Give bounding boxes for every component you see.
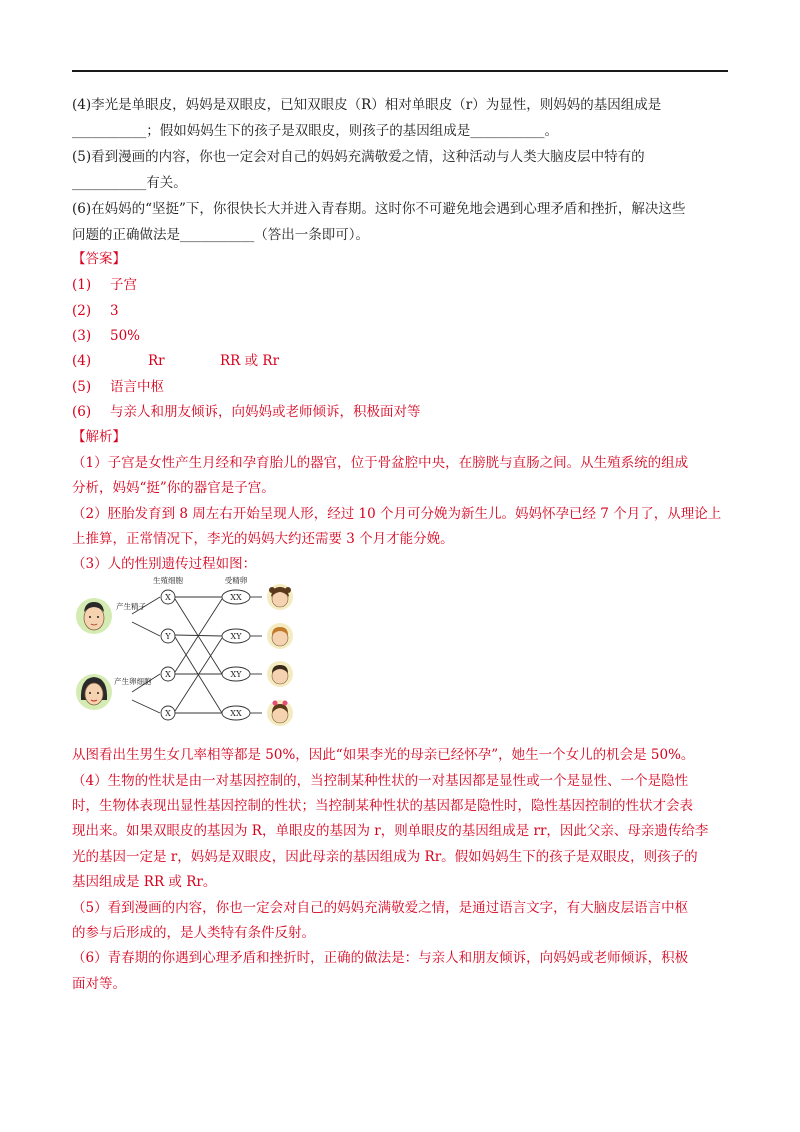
answer-text: Rr [148,353,165,369]
germ-cells-label: 生殖细胞 [153,576,183,585]
sperm-label: 产生精子 [116,602,146,611]
zygote-label: XY [230,632,242,641]
mother-icon [76,674,112,710]
zygote-node [222,629,250,643]
girl-icon [267,700,293,726]
analysis-line: （2）胚胎发育到 8 周左右开始呈现人形，经过 10 个月可分娩为新生儿。妈妈怀孕已经 7 个月了，从理论上 [72,506,722,522]
germ-cell-node [161,706,175,720]
zygote-label: XX [230,593,242,602]
boy-icon [267,661,293,687]
germ-cell-label: X [165,593,171,602]
question-line: ___________；假如妈妈生下的孩子是双眼皮，则孩子的基因组成是___________。 [72,123,558,139]
answer-item [72,327,140,345]
answer-text: 3 [110,303,119,319]
egg-label: 产生卵细胞 [114,677,152,686]
analysis-line: （5）看到漫画的内容，你也一定会对自己的妈妈充满敬爱之情，是通过语言文字，有大脑皮层语言中枢 [72,900,689,916]
answer-item [72,403,421,421]
header-rule [72,70,728,72]
question-line: (6)在妈妈的“坚挺”下，你很快长大并进入青春期。这时你不可避免地会遇到心理矛盾和挫折，解决这些 [72,201,686,217]
zygote-label: XX [230,709,242,718]
answer-number: (1) [72,277,92,293]
germ-cell-label: Y [165,632,171,641]
analysis-line: （6）青春期的你遇到心理矛盾和挫折时，正确的做法是：与亲人和朋友倾诉，向妈妈或老师倾诉，积极 [72,950,689,966]
analysis-line: 时，生物体表现出显性基因控制的性状；当控制某种性状的基因都是隐性时，隐性基因控制的性状才会表 [72,798,693,814]
analysis-line: （4）生物的性状是由一对基因控制的，当控制某种性状的一对基因都是显性或一个是显性、一个是隐性 [72,773,689,789]
answer-text: 子宫 [110,277,137,293]
analysis-line: （1）子宫是女性产生月经和孕育胎儿的器官，位于骨盆腔中央，在膀胱与直肠之间。从生殖系统的组成 [72,455,689,471]
analysis-line: 面对等。 [72,976,126,992]
sex-inheritance-diagram [72,574,308,732]
answer-number: (6) [72,404,92,420]
inheritance-arrows [132,597,262,713]
answer-number: (5) [72,379,92,395]
analysis-line: 分析，妈妈“挺”你的器官是子宫。 [72,480,275,496]
answer-item [72,302,119,320]
analysis-header: 【解析】 [72,429,126,445]
answer-number: (3) [72,328,92,344]
fertilized-egg-label: 受精卵 [224,576,248,585]
zygote-node [222,706,250,720]
analysis-line: （3）人的性别遗传过程如图： [72,556,257,572]
germ-cell-label: X [165,709,171,718]
question-line: (5)看到漫画的内容，你也一定会对自己的妈妈充满敬爱之情，这种活动与人类大脑皮层中特有的 [72,149,645,165]
question-line: 问题的正确做法是___________（答出一条即可）。 [72,227,369,243]
germ-cell-node [161,590,175,604]
germ-cell-node [161,667,175,681]
analysis-line: 的参与后形成的，是人类特有条件反射。 [72,925,315,941]
analysis-line: 从图看出生男生女几率相等都是 50%，因此“如果李光的母亲已经怀孕”，她生一个女儿的机会是 50%。 [72,747,695,763]
answer-item [72,276,137,294]
answer-number: (4) [72,353,92,369]
zygote-node [222,590,250,604]
girl-icon [267,584,293,610]
germ-cell-label: X [165,670,171,679]
boy-icon [267,623,293,649]
answer-text: 语言中枢 [110,379,164,395]
father-icon [76,598,112,634]
answer-text: 50% [110,328,141,344]
answer-item [72,378,164,396]
analysis-line: 现出来。如果双眼皮的基因为 R，单眼皮的基因为 r，则单眼皮的基因组成是 rr，因此父亲、母亲遗传给李 [72,823,709,839]
analysis-line: 光的基因一定是 r，妈妈是双眼皮，因此母亲的基因组成为 Rr。假如妈妈生下的孩子是双眼皮，则孩子的 [72,849,698,865]
answer-text: RR 或 Rr [220,353,280,369]
question-line: ___________有关。 [72,175,187,191]
analysis-line: 上推算，正常情况下，李光的妈妈大约还需要 3 个月才能分娩。 [72,531,454,547]
zygote-label: XY [230,670,242,679]
answer-item [72,352,279,370]
zygote-node [222,667,250,681]
analysis-line: 基因组成是 RR 或 Rr。 [72,874,217,890]
question-line: (4)李光是单眼皮，妈妈是双眼皮，已知双眼皮（R）相对单眼皮（r）为显性，则妈妈的基因组成是 [72,97,662,113]
answer-text: 与亲人和朋友倾诉，向妈妈或老师倾诉，积极面对等 [110,404,421,420]
germ-cell-node [161,629,175,643]
answer-number: (2) [72,303,92,319]
answer-header: 【答案】 [72,251,126,267]
